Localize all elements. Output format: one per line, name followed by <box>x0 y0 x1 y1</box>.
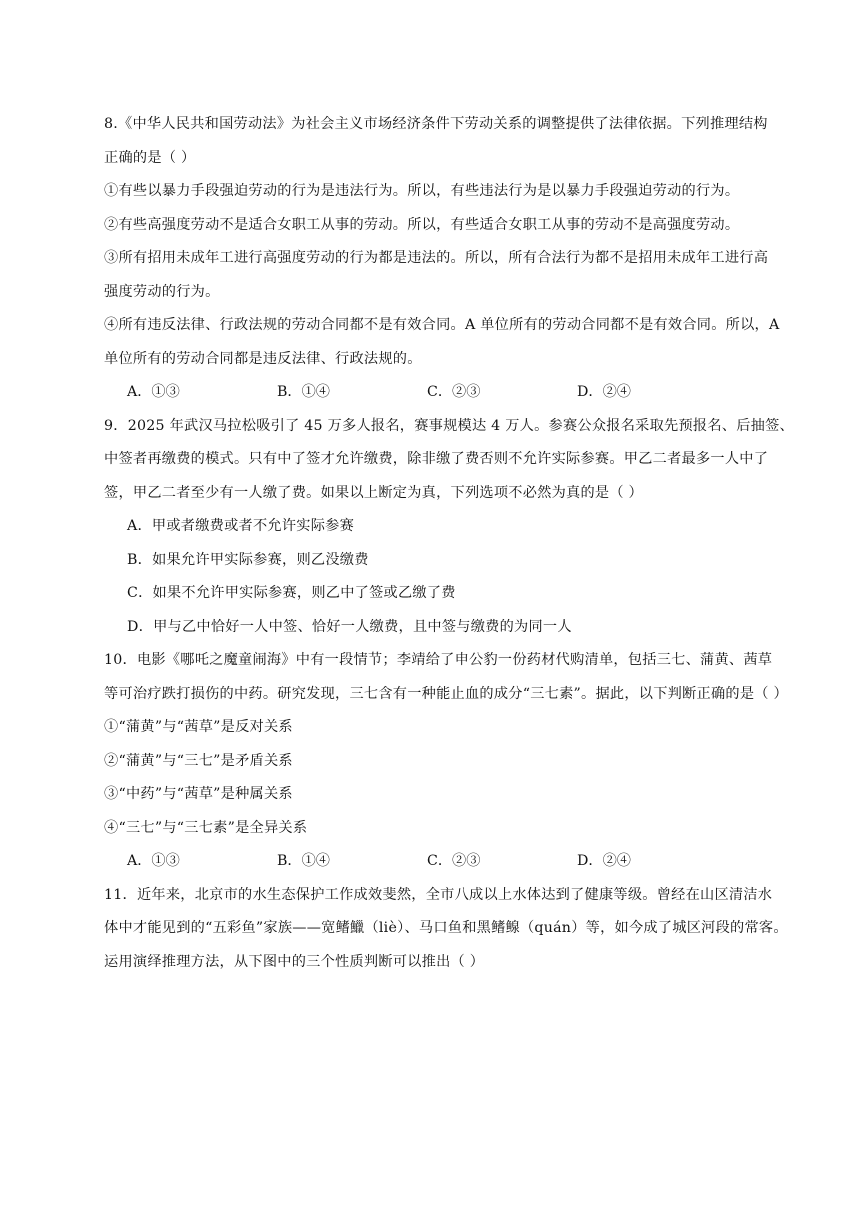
statement: ④所有违反法律、行政法规的劳动合同都不是有效合同。A 单位所有的劳动合同都不是有效合同。所以，A <box>104 317 780 333</box>
choice-d[interactable]: D．②④ <box>577 853 631 869</box>
question-stem-line: 等可治疗跌打损伤的中药。研究发现，三七含有一种能止血的成分“三七素”。据此，以下判断正确的是（ ） <box>104 685 788 702</box>
question-stem-line: 9．2025 年武汉马拉松吸引了 45 万多人报名，赛事规模达 4 万人。参赛公众报名采取先预报名、后抽签、 <box>104 417 794 434</box>
question-stem-line: 体中才能见到的“五彩鱼”家族——宽鳍鱲（liè）、马口鱼和黑鳍鳈（quán）等，如今成了城区河段的常客。 <box>104 920 788 936</box>
statement: ④“三七”与“三七素”是全异关系 <box>104 819 308 836</box>
question-stem-line: 11．近年来，北京市的水生态保护工作成效斐然，全市八成以上水体达到了健康等级。曾经在山区清洁水 <box>104 886 773 903</box>
statement: ①“蒲黄”与“茜草”是反对关系 <box>104 719 293 735</box>
statement: 单位所有的劳动合同都是违反法律、行政法规的。 <box>104 350 422 367</box>
statement: 强度劳动的行为。 <box>104 283 220 300</box>
choice-b[interactable]: B．如果允许甲实际参赛，则乙没缴费 <box>127 551 369 568</box>
question-stem-line: 中签者再缴费的模式。只有中了签才允许缴费，除非缴了费否则不允许实际参赛。甲乙二者最多一人中了 <box>104 451 769 467</box>
question-9 <box>104 410 794 645</box>
choice-c[interactable]: C．②③ <box>427 853 481 869</box>
statement: ②有些高强度劳动不是适合女职工从事的劳动。所以，有些适合女职工从事的劳动不是高强度劳动。 <box>104 216 740 233</box>
choice-a[interactable]: A．甲或者缴费或者不允许实际参赛 <box>127 518 355 534</box>
exam-page <box>104 108 794 979</box>
answer-choices <box>104 376 784 410</box>
choice-b[interactable]: B．①④ <box>277 853 330 869</box>
statement: ①有些以暴力手段强迫劳动的行为是违法行为。所以，有些违法行为是以暴力手段强迫劳动的行为。 <box>104 183 740 199</box>
question-8 <box>104 108 784 410</box>
choice-d[interactable]: D．②④ <box>577 384 631 400</box>
answer-choices <box>104 845 784 879</box>
question-10 <box>104 644 788 879</box>
question-stem-line: 运用演绎推理方法，从下图中的三个性质判断可以推出（ ） <box>104 953 485 970</box>
question-stem-line: 8.《中华人民共和国劳动法》为社会主义市场经济条件下劳动关系的调整提供了法律依据。下列推理结构 <box>104 116 768 132</box>
choice-a[interactable]: A．①③ <box>127 384 180 400</box>
choice-b[interactable]: B．①④ <box>277 384 330 400</box>
question-11 <box>104 879 788 980</box>
choice-d[interactable]: D．甲与乙中恰好一人中签、恰好一人缴费，且中签与缴费的为同一人 <box>127 618 572 635</box>
question-stem-line: 10．电影《哪吒之魔童闹海》中有一段情节；李靖给了申公豹一份药材代购清单，包括三七、蒲黄、茜草 <box>104 652 773 668</box>
question-stem-line: 签，甲乙二者至少有一人缴了费。如果以上断定为真，下列选项不必然为真的是（ ） <box>104 484 643 501</box>
choice-c[interactable]: C．②③ <box>427 384 481 400</box>
choice-c[interactable]: C．如果不允许甲实际参赛，则乙中了签或乙缴了费 <box>127 585 456 601</box>
statement: ②“蒲黄”与“三七”是矛盾关系 <box>104 752 293 769</box>
question-stem-line: 正确的是（ ） <box>104 149 196 166</box>
statement: ③“中药”与“茜草”是种属关系 <box>104 786 293 802</box>
choice-a[interactable]: A．①③ <box>127 853 180 869</box>
statement: ③所有招用未成年工进行高强度劳动的行为都是违法的。所以，所有合法行为都不是招用未成年工进行高 <box>104 250 769 266</box>
